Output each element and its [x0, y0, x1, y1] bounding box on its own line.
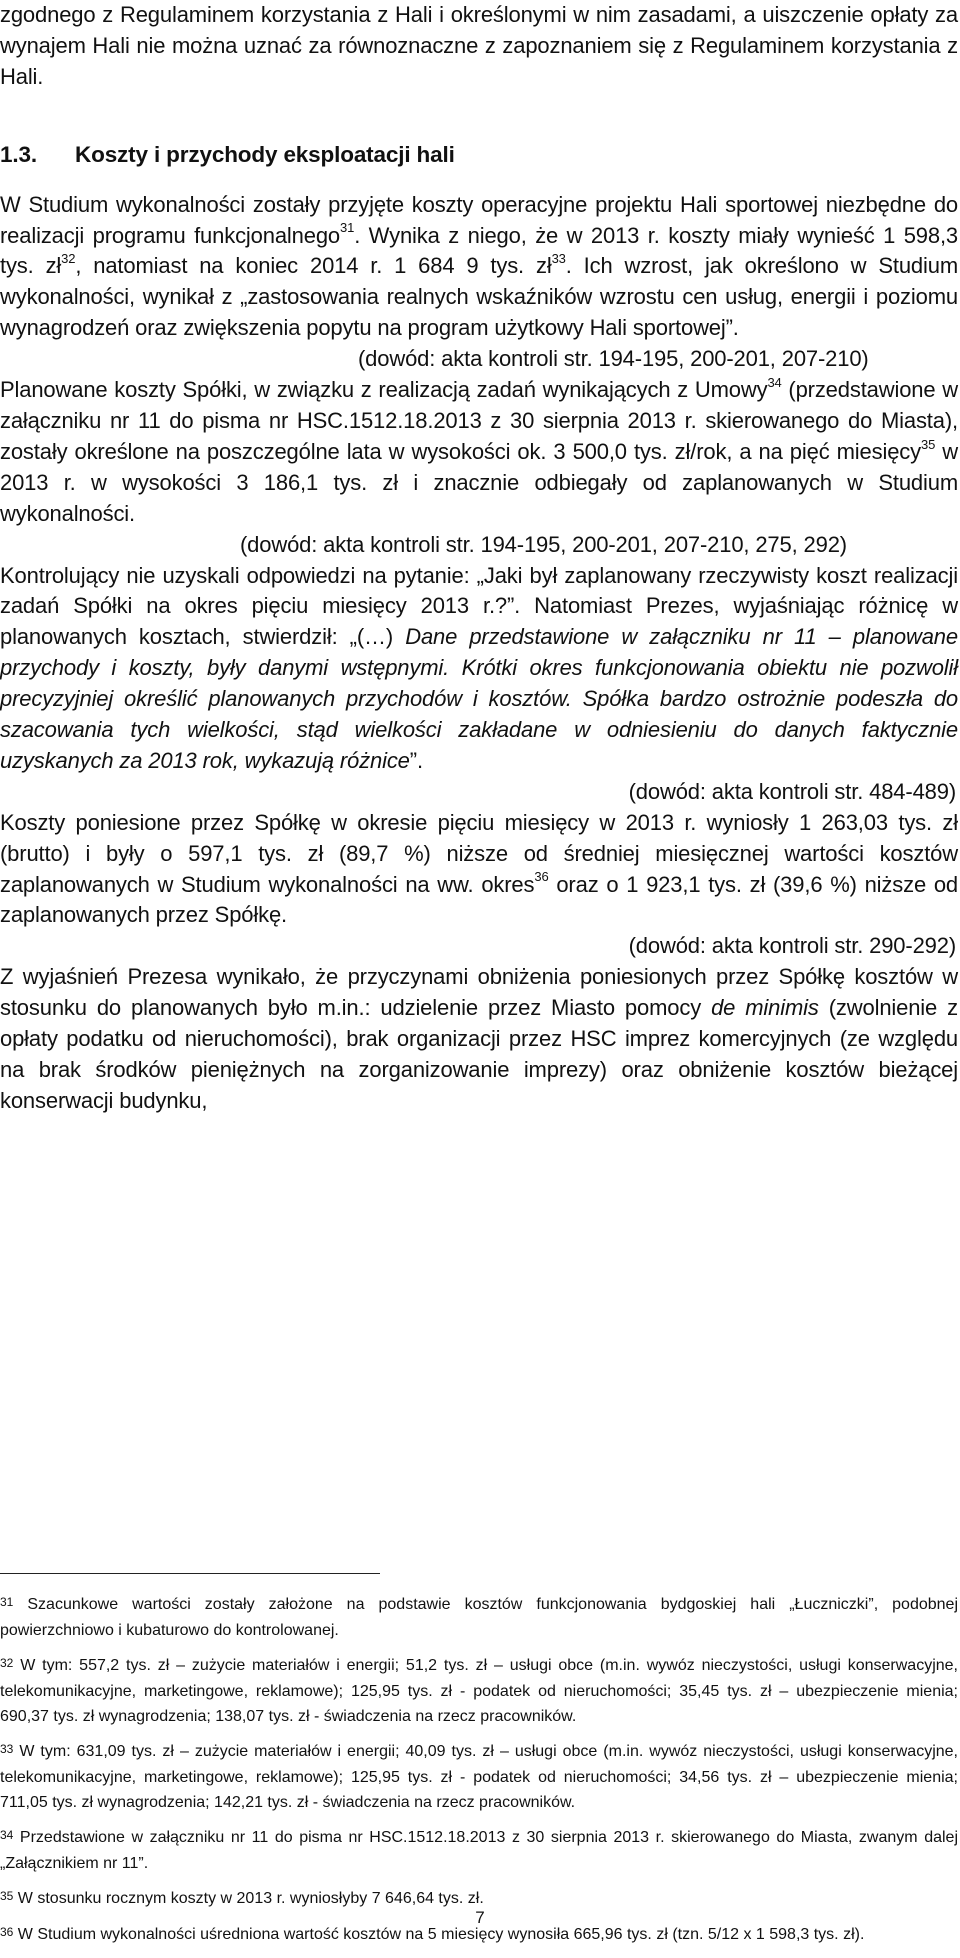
- section-number: 1.3.: [0, 141, 37, 167]
- paragraph-costs-study: [0, 190, 958, 345]
- footnote-text: Szacunkowe wartości zostały założone na podstawie kosztów funkcjonowania bydgoskiej hali „Łuczniczki”, podobnej powierzchniowo i kubaturowo do kontrolowanej.: [0, 1596, 958, 1639]
- footnote-ref-36[interactable]: 36: [534, 869, 549, 885]
- section-heading: [0, 140, 958, 171]
- text-run: Koszty poniesione przez Spółkę w okresie pięciu miesięcy w 2013 r. wyniosły 1 263,03 tys. zł (brutto) i były o 597,1 tys. zł (89,7 %) niższe od średniej miesięcznej wartości kosztów zaplanowanych w Studium wykonalności na ww. okres: [0, 809, 958, 897]
- footnote-item: [0, 1739, 958, 1815]
- footnote-text: W Studium wykonalności uśredniona wartość kosztów na 5 miesięcy wynosiła 665,96 tys. zł (tzn. 5/12 x 1 598,3 tys. zł).: [13, 1926, 865, 1943]
- footnote-text: W stosunku rocznym koszty w 2013 r. wyniosłyby 7 646,64 tys. zł.: [13, 1890, 484, 1907]
- page-number: 7: [475, 1908, 485, 1927]
- intro-paragraph: zgodnego z Regulaminem korzystania z Hali i określonymi w nim zasadami, a uiszczenie opłaty za wynajem Hali nie można uznać za równoznaczne z zapoznaniem się z Regulaminem korzystania z Hali.: [0, 2, 958, 89]
- text-run: , natomiast na koniec 2014 r. 1 684 9 tys. zł: [75, 253, 552, 279]
- evidence-reference: (dowód: akta kontroli str. 194-195, 200-201, 207-210): [358, 346, 869, 372]
- italic-quote: Dane przedstawione w załączniku nr 11 – planowane przychody i koszty, były danymi wstępnymi. Krótki okres funkcjonowania obiektu nie pozwolił precyzyjniej określić planowanych przychodów i kosztów. Spółka bardzo ostrożnie podeszła do szacowania tych wielkości, stąd wielkości zakładane w odniesieniu do danych faktycznie uzyskanych za 2013 rok, wykazują różnice: [0, 624, 958, 773]
- paragraph-planned-costs: [0, 375, 958, 530]
- footnote-number: 33: [0, 1742, 14, 1756]
- footnote-number: 35: [0, 1889, 14, 1903]
- evidence-reference: (dowód: akta kontroli str. 194-195, 200-201, 207-210, 275, 292): [240, 531, 847, 557]
- text-run: ”.: [409, 747, 423, 773]
- footnote-item: [0, 1653, 958, 1729]
- text-run: Kontrolujący nie uzyskali odpowiedzi na pytanie: „Jaki był zaplanowany rzeczywisty koszt realizacji zadań Spółki na okres pięciu miesięcy 2013 r.?”. Natomiast Prezes, wyjaśniając różnicę w planowanych kosztach, stwierdził: „(…): [0, 562, 958, 650]
- text-run: w 2013 r. w wysokości 3 186,1 tys. zł i znacznie odbiegały od zaplanowanych w Studium wykonalności.: [0, 438, 959, 526]
- text-run: (przedstawione w załączniku nr 11 do pisma nr HSC.1512.18.2013 z 30 sierpnia 2013 r. skierowanego do Miasta), zostały określone na poszczególne lata w wysokości ok. 3 500,0 tys. zł/rok, a na pięć miesięcy: [0, 377, 959, 464]
- text-run: Z wyjaśnień Prezesa wynikało, że przyczynami obniżenia poniesionych przez Spółkę kosztów w stosunku do planowanych było m.in.: udzielenie przez Miasto pomocy: [0, 964, 958, 1021]
- footnote-item: [0, 1825, 958, 1876]
- italic-term: de minimis: [711, 995, 819, 1021]
- footnote-ref-35[interactable]: 35: [921, 436, 936, 452]
- footnote-text: W tym: 631,09 tys. zł – zużycie materiałów i energii; 40,09 tys. zł – usługi obce (m.in. wywóz nieczystości, usługi konserwacyjne, telekomunikacyjne, marketingowe, reklamowe); 125,95 tys. zł - podatek od nieruchomości; 34,56 tys. zł – ubezpieczenie mienia; 711,05 tys. zł wynagrodzenia; 142,21 tys. zł - świadczenia na rzecz pracowników.: [0, 1743, 958, 1811]
- text-run: W Studium wykonalności zostały przyjęte koszty operacyjne projektu Hali sportowej niezbędne do realizacji programu funkcjonalnego: [0, 191, 958, 248]
- evidence-reference: (dowód: akta kontroli str. 290-292): [628, 933, 956, 959]
- footnote-ref-31[interactable]: 31: [340, 220, 355, 236]
- paragraph-reasons: [0, 962, 958, 1117]
- footnote-number: 32: [0, 1656, 14, 1670]
- paragraph-explanation: [0, 561, 958, 777]
- text-run: (zwolnienie z opłaty podatku od nieruchomości), brak organizacji przez HSC imprez komercyjnych (ze względu na brak środków pieniężnych na zorganizowanie imprezy) oraz obniżenie kosztów bieżącej konserwacji budynku,: [0, 995, 958, 1113]
- footnote-number: 31: [0, 1595, 14, 1609]
- footnote-text: Przedstawione w załączniku nr 11 do pisma nr HSC.1512.18.2013 z 30 sierpnia 2013 r. skierowanego do Miasta, zwanym dalej „Załącznikiem nr 11”.: [0, 1829, 958, 1872]
- footnote-number: 36: [0, 1925, 14, 1939]
- footnote-ref-32[interactable]: 32: [61, 251, 76, 267]
- footnote-ref-33[interactable]: 33: [551, 251, 566, 267]
- section-title: Koszty i przychody eksploatacji hali: [75, 141, 455, 167]
- footnote-separator: [0, 1573, 380, 1574]
- paragraph-incurred-costs: [0, 808, 958, 932]
- text-run: Planowane koszty Spółki, w związku z realizacją zadań wynikających z Umowy: [0, 377, 768, 403]
- text-run: oraz o 1 923,1 tys. zł (39,6 %) niższe od zaplanowanych przez Spółkę.: [0, 871, 959, 928]
- footnotes: [0, 1592, 958, 1958]
- text-run: . Ich wzrost, jak określono w Studium wykonalności, wynikał z „zastosowania realnych wskaźników wzrostu cen usług, energii i poziomu wynagrodzeń oraz zwiększenia popytu na program użytkowy Hali sportowej”.: [0, 253, 958, 341]
- footnote-ref-34[interactable]: 34: [767, 374, 782, 390]
- footnote-text: W tym: 557,2 tys. zł – zużycie materiałów i energii; 51,2 tys. zł – usługi obce (m.in. wywóz nieczystości, usługi konserwacyjne, telekomunikacyjne, marketingowe, reklamowe); 125,95 tys. zł - podatek od nieruchomości; 35,45 tys. zł – ubezpieczenie mienia; 690,37 tys. zł wynagrodzenia; 138,07 tys. zł - świadczenia na rzecz pracowników.: [0, 1657, 958, 1725]
- footnote-number: 34: [0, 1828, 14, 1842]
- evidence-reference: (dowód: akta kontroli str. 484-489): [628, 778, 956, 804]
- text-run: . Wynika z niego, że w 2013 r. koszty miały wynieść 1 598,3 tys. zł: [0, 222, 958, 279]
- footnote-item: [0, 1592, 958, 1643]
